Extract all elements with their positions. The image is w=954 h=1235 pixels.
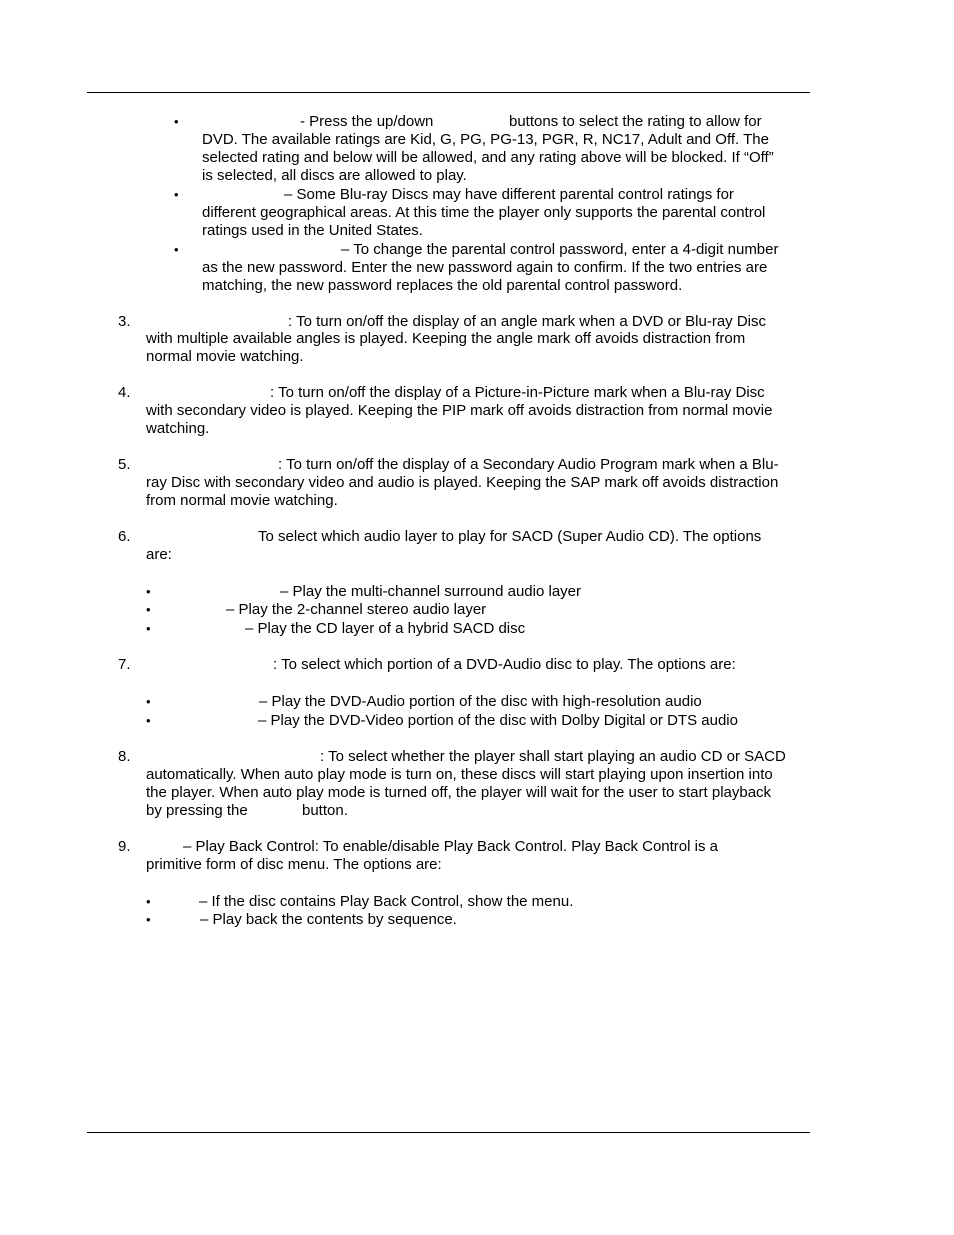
item-text: with multiple available angles is played. Keeping the angle mark off avoids distraction from [146, 330, 746, 347]
item-text: – Play Back Control: To enable/disable Play Back Control. Play Back Control is a [183, 838, 718, 855]
item-text: : To select whether the player shall start playing an audio CD or SACD [320, 748, 786, 765]
item-number: 5. [118, 456, 131, 473]
option-text: – Play the multi-channel surround audio layer [280, 583, 582, 600]
password-text: – To change the parental control password, enter a 4-digit number [341, 241, 779, 258]
item-text: To select which audio layer to play for SACD (Super Audio CD). The options [258, 528, 762, 545]
header-rule [87, 92, 810, 93]
bullet-icon: • [146, 912, 151, 927]
country-text: – Some Blu-ray Discs may have different parental control ratings for [284, 186, 734, 203]
country-text: different geographical areas. At this time the player only supports the parental control [202, 204, 766, 221]
item-number: 4. [118, 384, 131, 401]
item-text: by pressing the [146, 802, 248, 819]
country-text: ratings used in the United States. [202, 222, 423, 239]
item-number: 9. [118, 838, 131, 855]
item-text: with secondary video is played. Keeping the PIP mark off avoids distraction from normal movie [146, 402, 773, 419]
option-text: – Play the DVD-Audio portion of the disc with high-resolution audio [259, 693, 702, 710]
option-text: – If the disc contains Play Back Control, show the menu. [199, 893, 574, 910]
bullet-icon: • [146, 621, 151, 636]
item-text: from normal movie watching. [146, 492, 338, 509]
rating-text: - Press the up/down [300, 113, 434, 130]
option-text: – Play back the contents by sequence. [200, 911, 457, 928]
bullet-icon: • [174, 242, 179, 257]
item-text: : To turn on/off the display of a Secondary Audio Program mark when a Blu- [278, 456, 779, 473]
item-text: are: [146, 546, 172, 563]
option-text: – Play the CD layer of a hybrid SACD disc [245, 620, 526, 637]
item-text: watching. [146, 420, 210, 437]
item-text: ray Disc with secondary video and audio is played. Keeping the SAP mark off avoids distraction [146, 474, 779, 491]
item-text: primitive form of disc menu. The options are: [146, 856, 442, 873]
option-text: – Play the 2-channel stereo audio layer [226, 601, 487, 618]
password-text: as the new password. Enter the new password again to confirm. If the two entries are [202, 259, 768, 276]
option-text: – Play the DVD-Video portion of the disc with Dolby Digital or DTS audio [258, 712, 738, 729]
item-number: 3. [118, 313, 131, 330]
bullet-icon: • [146, 602, 151, 617]
rating-text: is selected, all discs are allowed to play. [202, 167, 467, 184]
item-text: the player. When auto play mode is turned off, the player will wait for the user to start playback [146, 784, 772, 801]
bullet-icon: • [174, 114, 179, 129]
rating-text: buttons to select the rating to allow for [509, 113, 762, 130]
item-text: : To turn on/off the display of an angle mark when a DVD or Blu-ray Disc [288, 313, 767, 330]
item-text: : To select which portion of a DVD-Audio disc to play. The options are: [273, 656, 736, 673]
bullet-icon: • [174, 187, 179, 202]
item-text: : To turn on/off the display of a Picture-in-Picture mark when a Blu-ray Disc [270, 384, 765, 401]
footer-rule [87, 1132, 810, 1133]
item-text: normal movie watching. [146, 348, 304, 365]
password-text: matching, the new password replaces the old parental control password. [202, 277, 683, 294]
item-number: 6. [118, 528, 131, 545]
bullet-icon: • [146, 694, 151, 709]
rating-text: DVD. The available ratings are Kid, G, PG, PG-13, PGR, R, NC17, Adult and Off. The [202, 131, 769, 148]
rating-text: selected rating and below will be allowed, and any rating above will be blocked. If “Off” [202, 149, 774, 166]
item-text: automatically. When auto play mode is turn on, these discs will start playing upon insertion into [146, 766, 773, 783]
item-number: 8. [118, 748, 131, 765]
item-text: button. [302, 802, 348, 819]
bullet-icon: • [146, 584, 151, 599]
bullet-icon: • [146, 894, 151, 909]
item-number: 7. [118, 656, 131, 673]
bullet-icon: • [146, 713, 151, 728]
